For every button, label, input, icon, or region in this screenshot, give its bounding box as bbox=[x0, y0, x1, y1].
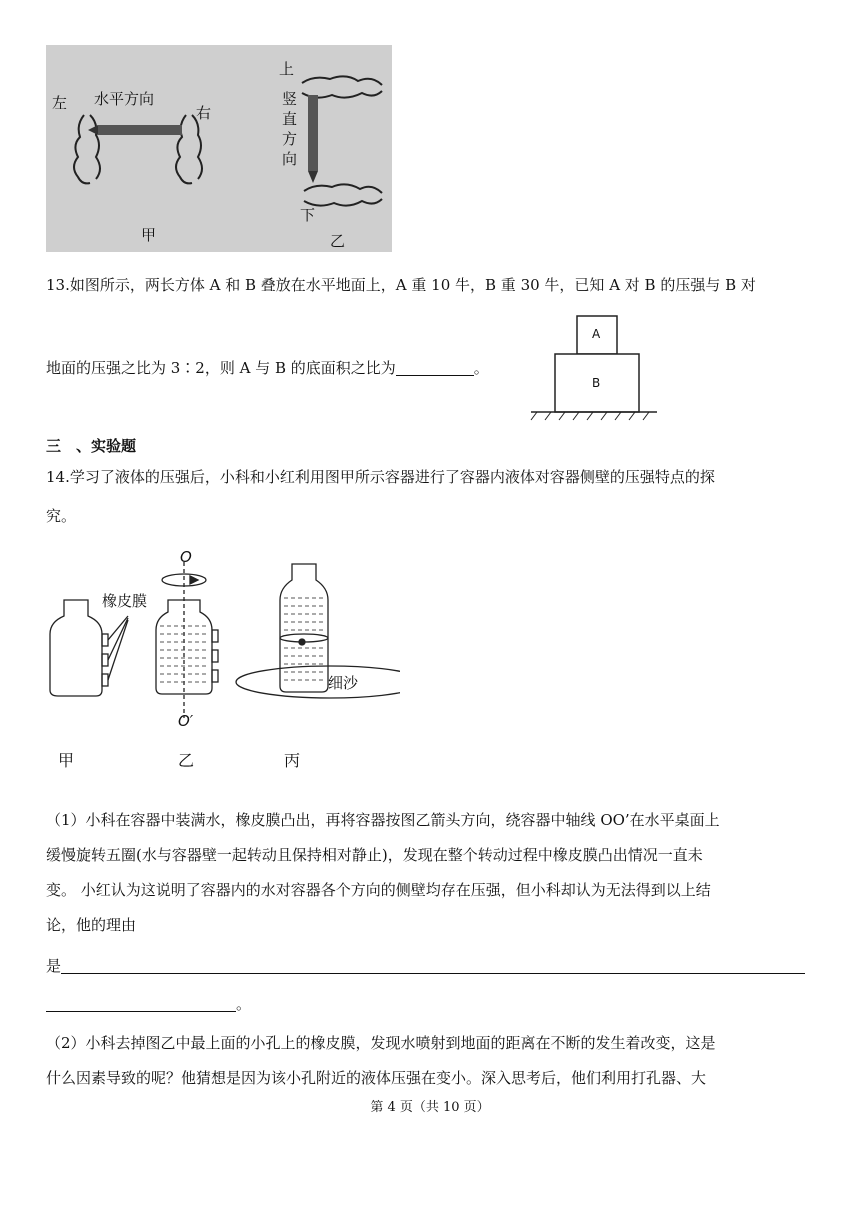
bottles-diagram bbox=[40, 548, 400, 778]
clamp-pencil-illustration bbox=[46, 45, 392, 252]
q14-p1-answer-line-2 bbox=[46, 994, 251, 1014]
caption-jia: 甲 bbox=[141, 226, 157, 244]
bottles-figure bbox=[40, 548, 400, 778]
q14-p1-answer-blank-2[interactable] bbox=[46, 995, 236, 1012]
q14-p1-answer-prefix: 是 bbox=[46, 957, 62, 975]
caption-yi: 乙 bbox=[330, 232, 346, 250]
sand-dish bbox=[236, 666, 400, 698]
axis-label-top: O bbox=[180, 548, 192, 566]
label-up: 上 bbox=[279, 60, 295, 78]
blocks-ab-figure bbox=[527, 310, 667, 434]
label-down: 下 bbox=[300, 206, 316, 224]
membrane-3 bbox=[102, 674, 108, 686]
membrane-label: 橡皮膜 bbox=[102, 592, 148, 610]
q14-p1-answer-suffix: 。 bbox=[236, 995, 252, 1013]
q13-line-2 bbox=[46, 358, 489, 378]
caption-bottle-yi: 乙 bbox=[178, 751, 195, 770]
q13-period: 。 bbox=[473, 359, 489, 377]
label-left: 左 bbox=[52, 94, 68, 112]
q14-p1-line-1: （1）小科在容器中装满水，橡皮膜凸出，再将容器按图乙箭头方向，绕容器中轴线 OO’在水平桌面上 bbox=[46, 811, 720, 829]
block-b-label: B bbox=[592, 376, 601, 390]
axis-label-bottom: O′ bbox=[178, 712, 194, 730]
label-vertical: 竖直方向 bbox=[282, 90, 298, 168]
clamp-pencil-figure bbox=[46, 45, 392, 252]
bottle-bing bbox=[236, 564, 400, 698]
section-title: 三 、实验题 bbox=[46, 437, 137, 455]
q14-p2-line-2: 什么因素导致的呢？他猜想是因为该小孔附近的液体压强在变小。深入思考后，他们利用打孔器、大 bbox=[46, 1069, 707, 1087]
q14-p1-answer-blank-1[interactable] bbox=[61, 957, 805, 974]
q14-p1-line-4: 论，他的理由 bbox=[46, 916, 137, 934]
membrane-2 bbox=[102, 654, 108, 666]
q14-p1-line-3: 变。 小红认为这说明了容器内的水对容器各个方向的侧壁均存在压强，但小科却认为无法得到以上结 bbox=[46, 881, 711, 899]
q14-p2-line-1: （2）小科去掉图乙中最上面的小孔上的橡皮膜，发现水喷射到地面的距离在不断的发生着改变，这是 bbox=[46, 1034, 716, 1052]
label-right: 右 bbox=[196, 104, 212, 122]
caption-bottle-jia: 甲 bbox=[58, 751, 75, 770]
q13-line-1: 13.如图所示，两长方体 A 和 B 叠放在水平地面上，A 重 10 牛，B 重 30 牛，已知 A 对 B 的压强与 B 对 bbox=[46, 276, 756, 294]
page-footer: 第 4 页（共 10 页） bbox=[370, 1100, 490, 1115]
pencil-horizontal bbox=[98, 125, 182, 135]
label-horizontal: 水平方向 bbox=[94, 90, 155, 108]
pencil-vertical bbox=[308, 95, 318, 171]
membrane-1 bbox=[102, 634, 108, 646]
block-a-label: A bbox=[592, 327, 601, 341]
q14-p1-line-2: 缓慢旋转五圈(水与容器壁一起转动且保持相对静止)，发现在整个转动过程中橡皮膜凸出情况一直未 bbox=[46, 846, 703, 864]
q14-intro-line-1: 14.学习了液体的压强后，小科和小红利用图甲所示容器进行了容器内液体对容器侧壁的压强特点的探 bbox=[46, 468, 715, 486]
q13-answer-blank[interactable] bbox=[396, 359, 474, 376]
q13-text: 地面的压强之比为 3∶2，则 A 与 B 的底面积之比为 bbox=[46, 359, 396, 377]
sand-label: 细沙 bbox=[328, 674, 359, 692]
caption-bottle-bing: 丙 bbox=[284, 751, 301, 770]
q14-p1-answer-line bbox=[46, 956, 805, 976]
bottle-jia bbox=[50, 600, 128, 696]
bottle-yi bbox=[156, 562, 218, 718]
q14-intro-line-2: 究。 bbox=[46, 507, 77, 525]
